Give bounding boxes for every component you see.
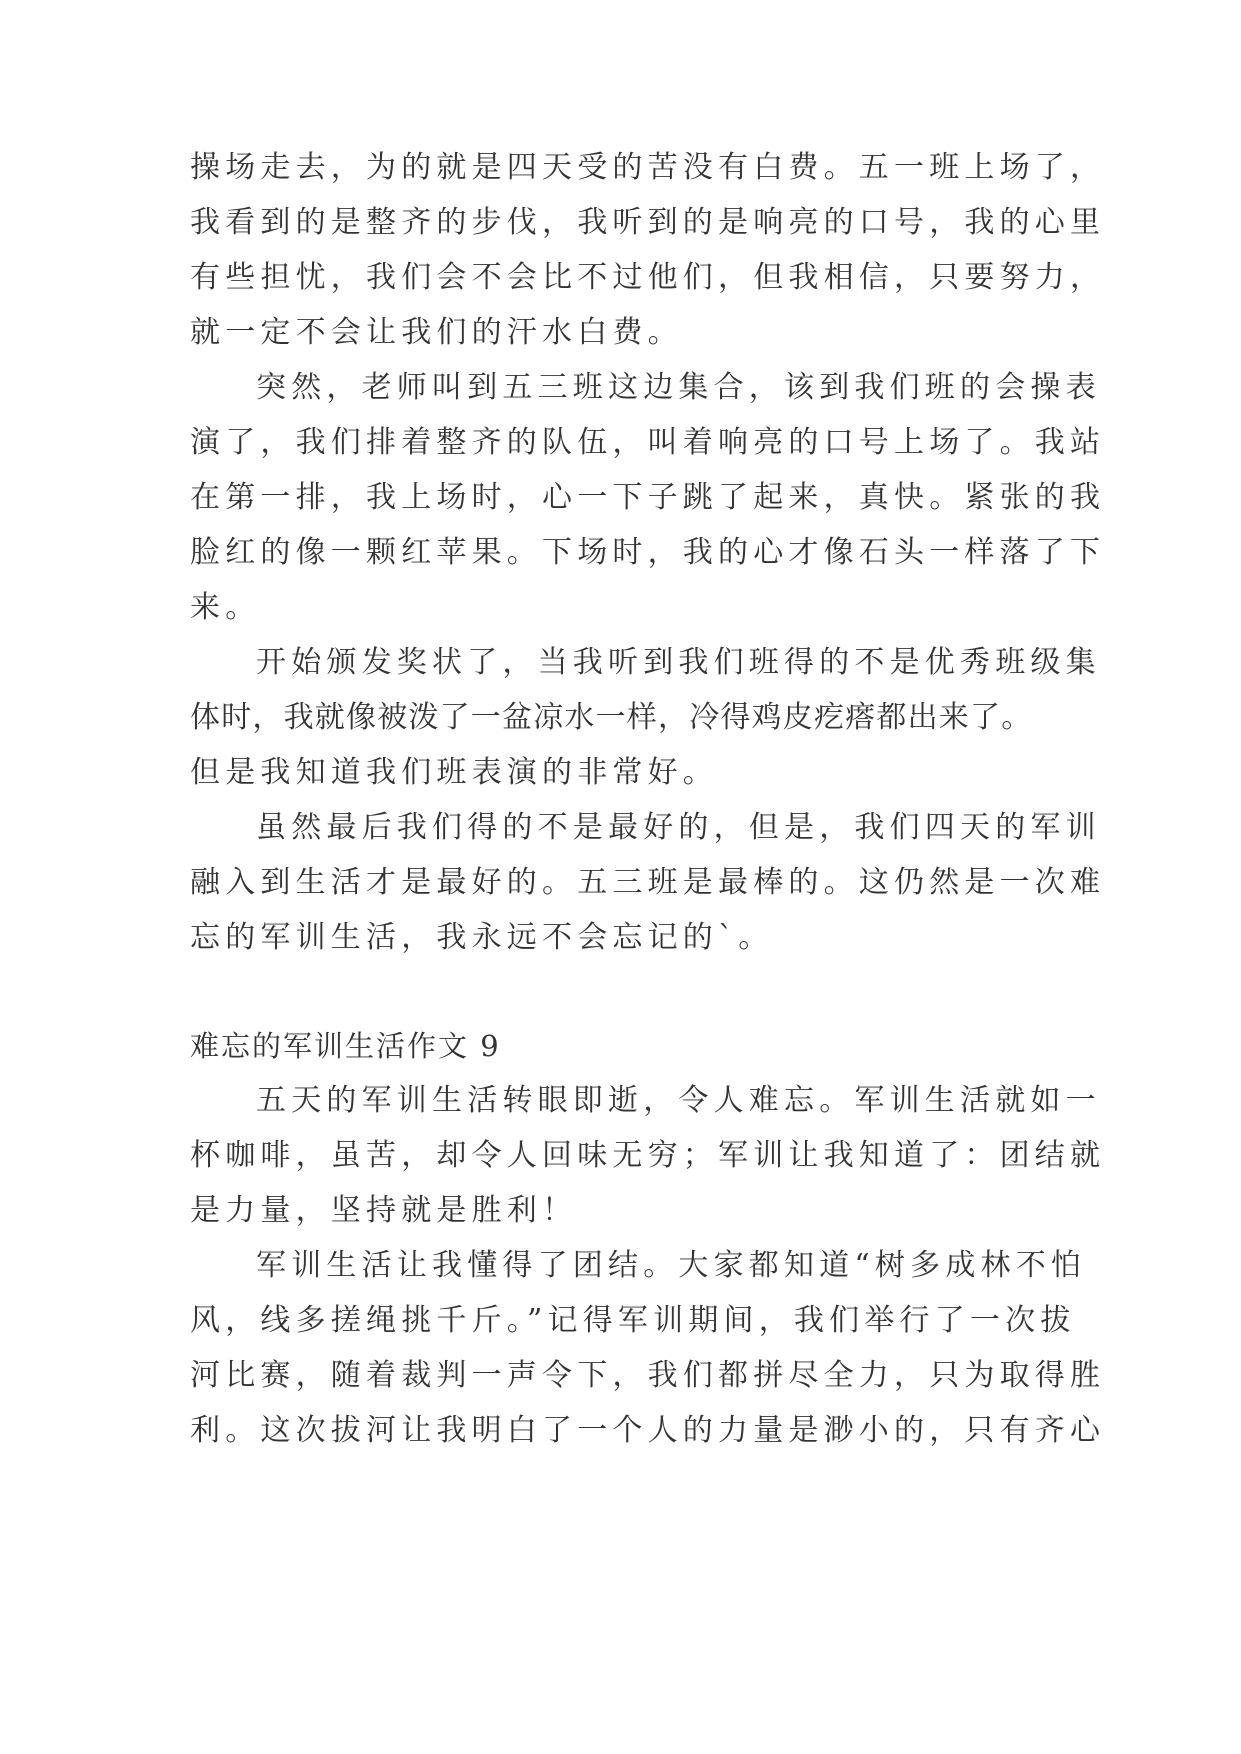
paragraph-line: 但是我知道我们班表演的非常好。: [190, 755, 718, 790]
paragraph-line: 来。: [190, 590, 261, 625]
paragraph-line: 虽然最后我们得的不是最好的，但是，我们四天的军训: [256, 810, 1101, 845]
paragraph-line: 演了，我们排着整齐的队伍，叫着响亮的口号上场了。我站: [190, 425, 1106, 460]
paragraph-line: 忘的军训生活，我永远不会忘记的`。: [190, 920, 774, 955]
paragraph-line: 脸红的像一颗红苹果。下场时，我的心才像石头一样落了下: [190, 535, 1106, 570]
paragraph-line: 杯咖啡，虽苦，却令人回味无穷；军训让我知道了：团结就: [190, 1138, 1106, 1173]
paragraph-line: 是力量，坚持就是胜利！: [190, 1193, 578, 1228]
paragraph-line: 有些担忧，我们会不会比不过他们，但我相信，只要努力，: [190, 260, 1106, 295]
paragraph-line: 就一定不会让我们的汗水白费。: [190, 315, 683, 350]
paragraph-line: 开始颁发奖状了，当我听到我们班得的不是优秀班级集: [256, 645, 1101, 680]
paragraph-line: 融入到生活才是最好的。五三班是最棒的。这仍然是一次难: [190, 865, 1106, 900]
paragraph-line: 军训生活让我懂得了团结。大家都知道“树多成林不怕: [256, 1248, 1087, 1283]
paragraph-line: 体时，我就像被泼了一盆凉水一样，冷得鸡皮疙瘩都出来了。: [190, 700, 1033, 735]
paragraph-line: 五天的军训生活转眼即逝，令人难忘。军训生活就如一: [256, 1083, 1101, 1118]
paragraph-line: 利。这次拔河让我明白了一个人的力量是渺小的，只有齐心: [190, 1413, 1106, 1448]
paragraph-line: 突然，老师叫到五三班这边集合，该到我们班的会操表: [256, 370, 1101, 405]
paragraph-line: 河比赛，随着裁判一声令下，我们都拼尽全力，只为取得胜: [190, 1358, 1106, 1393]
paragraph-line: 操场走去，为的就是四天受的苦没有白费。五一班上场了，: [190, 150, 1106, 185]
section-title: 难忘的军训生活作文 9: [190, 1029, 501, 1063]
paragraph-line: 我看到的是整齐的步伐，我听到的是响亮的口号，我的心里: [190, 205, 1106, 240]
paragraph-line: 在第一排，我上场时，心一下子跳了起来，真快。紧张的我: [190, 480, 1106, 515]
paragraph-line: 风，线多搓绳挑千斤。”记得军训期间，我们举行了一次拔: [190, 1303, 1076, 1338]
